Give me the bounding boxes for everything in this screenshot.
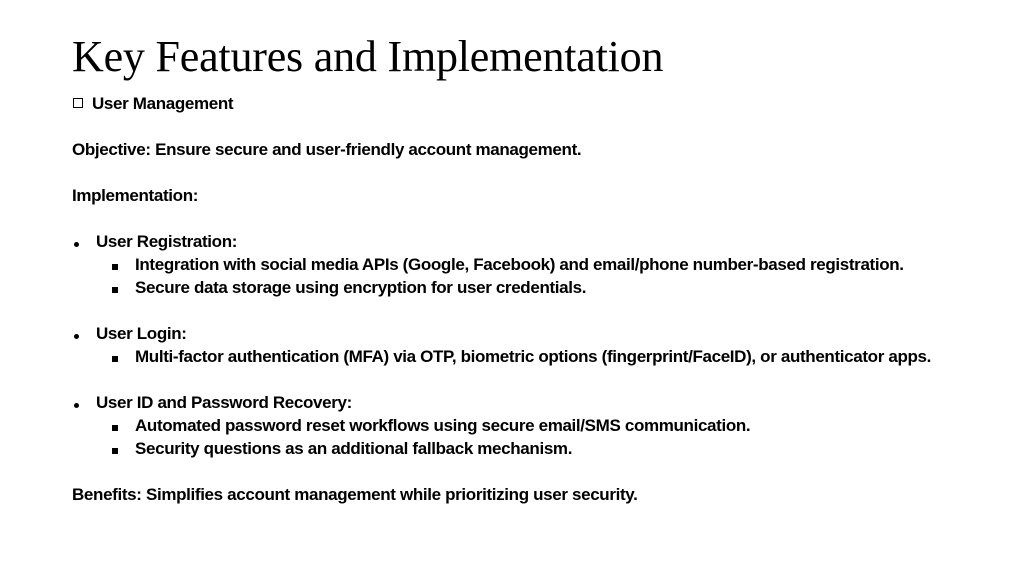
benefits-row [72, 483, 992, 506]
objective-text: Ensure secure and user-friendly account management. [155, 140, 582, 159]
sub-bullet-text: Multi-factor authentication (MFA) via OTP, biometric options (fingerprint/FaceID), or authenticator apps. [135, 347, 931, 366]
implementation-label-text: Implementation: [72, 186, 199, 205]
square-bullet-icon [111, 437, 135, 460]
sub-bullet-item [72, 253, 992, 276]
bullet-dot-icon [72, 230, 96, 253]
implementation-label [72, 184, 992, 207]
bullet-item [72, 230, 992, 253]
bullet-item [72, 391, 992, 414]
square-bullet-icon [111, 414, 135, 437]
sub-bullet-item [72, 414, 992, 437]
sub-bullet-item [72, 276, 992, 299]
sub-bullet-text: Security questions as an additional fallback mechanism. [135, 439, 573, 458]
square-bullet-icon [111, 345, 135, 368]
bullet-dot-icon [72, 322, 96, 345]
bullet-label: User ID and Password Recovery: [96, 393, 352, 412]
bullet-label: User Registration: [96, 232, 238, 251]
sub-bullet-text: Integration with social media APIs (Google, Facebook) and email/phone number-based registration. [135, 255, 904, 274]
bullet-label: User Login: [96, 324, 187, 343]
bullet-item [72, 322, 992, 345]
benefits-label: Benefits: [72, 485, 142, 504]
section-heading-row [72, 92, 992, 115]
objective-row [72, 138, 992, 161]
sub-bullet-text: Secure data storage using encryption for user credentials. [135, 278, 587, 297]
slide-body [72, 92, 992, 506]
sub-bullet-item [72, 437, 992, 460]
checkbox-bullet-icon [73, 98, 83, 108]
sub-bullet-item [72, 345, 992, 368]
objective-label: Objective: [72, 140, 151, 159]
bullet-dot-icon [72, 391, 96, 414]
square-bullet-icon [111, 253, 135, 276]
sub-bullet-text: Automated password reset workflows using secure email/SMS communication. [135, 416, 751, 435]
benefits-text: Simplifies account management while prioritizing user security. [145, 485, 638, 504]
section-heading: User Management [92, 94, 234, 113]
square-bullet-icon [111, 276, 135, 299]
slide-title: Key Features and Implementation [72, 32, 664, 81]
